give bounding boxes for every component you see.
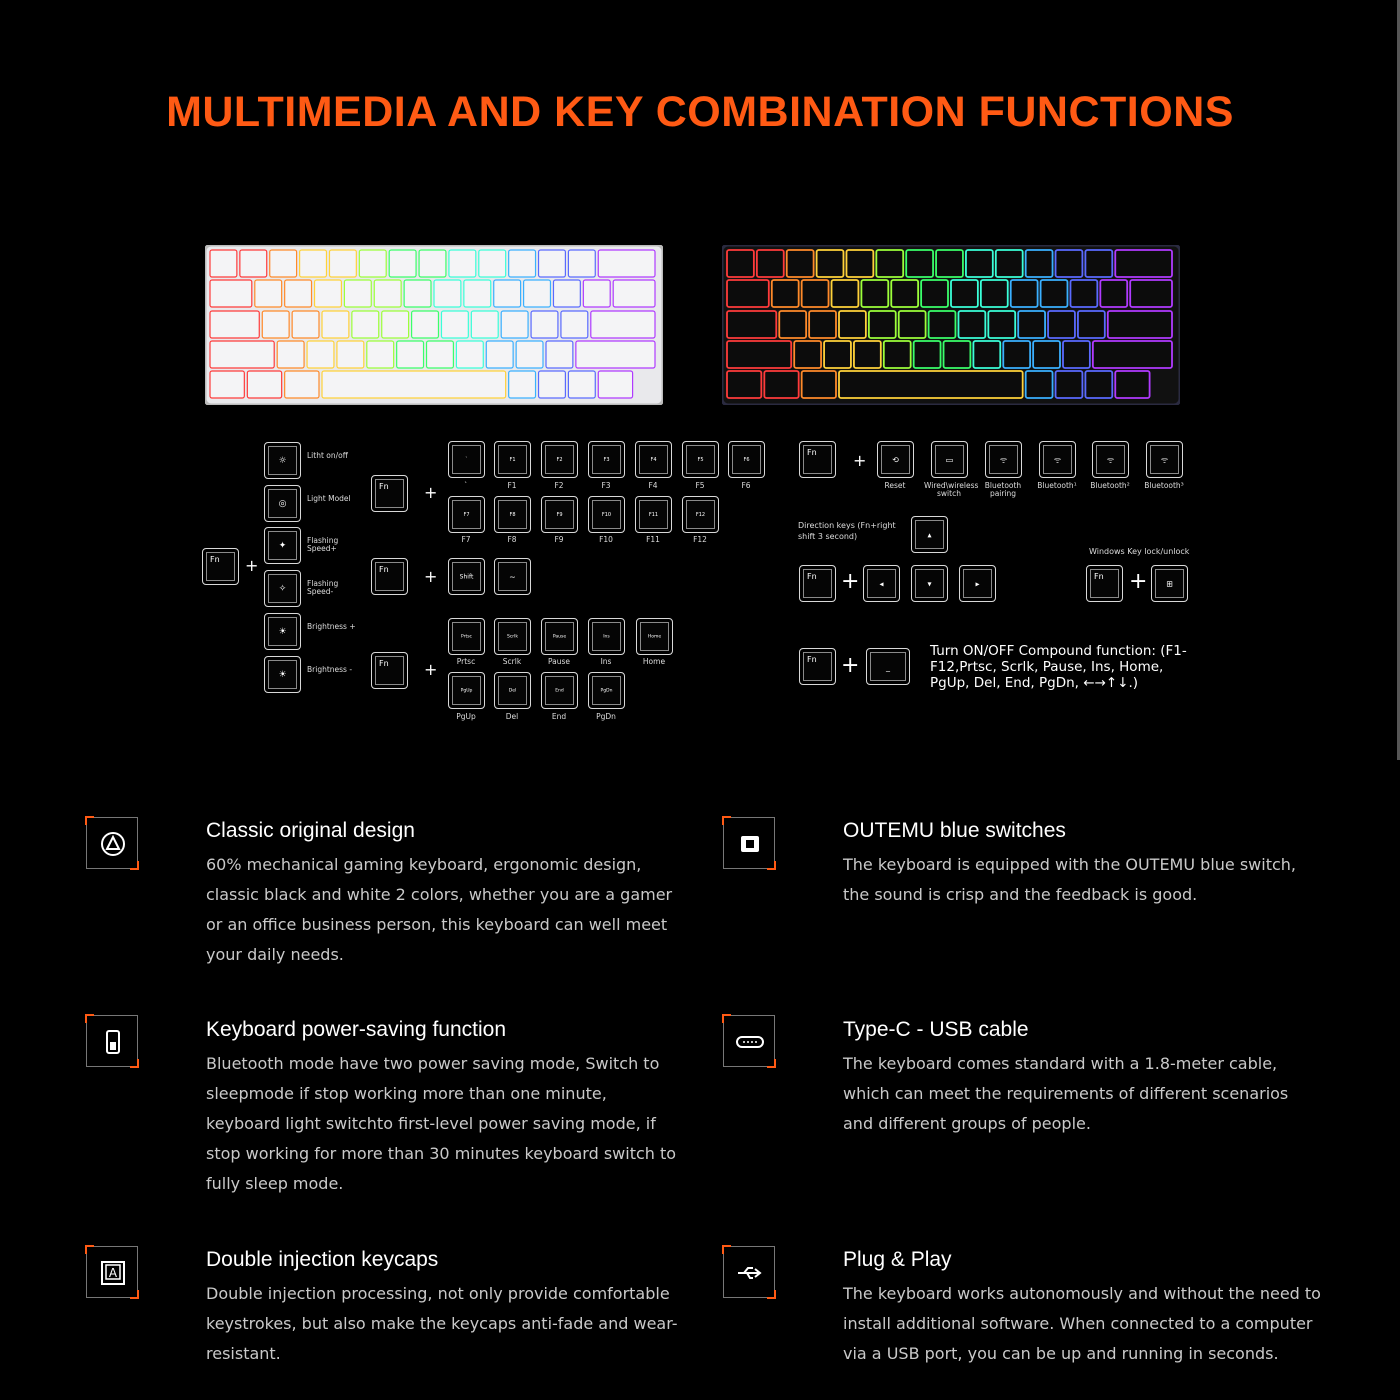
plus-sign: +	[1129, 569, 1148, 594]
nav-key: PgUp	[448, 672, 485, 709]
nav-key: Prtsc	[448, 618, 485, 655]
bluetooth-key: ᯤ	[1092, 441, 1129, 478]
classic-design-icon	[86, 817, 138, 869]
plus-sign: +	[841, 653, 860, 678]
lighting-key: ✦	[264, 527, 301, 564]
nav-key-caption: PgUp	[456, 712, 476, 721]
feature-title: OUTEMU blue switches	[843, 819, 1066, 842]
fn-key-bt: Fn	[799, 441, 836, 478]
fn-key-nav: Fn	[371, 652, 408, 689]
fn-key-fkeys: Fn	[371, 475, 408, 512]
lighting-label: Brightness -	[307, 665, 353, 674]
feature-description: The keyboard comes standard with a 1.8-meter cable, which can meet the requirements of different scenarios and different groups of people.	[843, 1054, 1289, 1133]
nav-key: Home	[636, 618, 673, 655]
tilde-key: ~	[494, 558, 531, 595]
f-key-caption: F8	[507, 535, 517, 544]
f-key-caption: F9	[554, 535, 564, 544]
bluetooth-key: ⟲	[877, 441, 914, 478]
nav-key-caption: Del	[505, 712, 519, 721]
lighting-label: Litht on/off	[307, 451, 348, 460]
nav-key: Pause	[541, 618, 578, 655]
fn-key-shift: Fn	[371, 558, 408, 595]
feature-description: 60% mechanical gaming keyboard, ergonomic design, classic black and white 2 colors, whether you are a gamer or an office business person, this keyboard can well meet your daily needs.	[206, 855, 673, 964]
f-key-caption: F10	[599, 535, 613, 544]
f-key-caption: F12	[693, 535, 707, 544]
f-key: F11	[635, 496, 672, 533]
type-c-icon	[723, 1015, 775, 1067]
f-key: F12	[682, 496, 719, 533]
nav-key: End	[541, 672, 578, 709]
bluetooth-key-caption: Bluetooth¹	[1037, 481, 1077, 490]
white-keyboard-image	[205, 245, 663, 405]
nav-key-caption: Scrlk	[502, 657, 522, 666]
f-key: F7	[448, 496, 485, 533]
f-key: F6	[728, 441, 765, 478]
page-title: MULTIMEDIA AND KEY COMBINATION FUNCTIONS	[166, 88, 1234, 136]
lighting-key: ☀	[264, 656, 301, 693]
switch-icon	[723, 817, 775, 869]
feature-description: The keyboard is equipped with the OUTEMU blue switch, the sound is crisp and the feedback is good.	[843, 855, 1296, 904]
lighting-key: ◎	[264, 485, 301, 522]
arrow-down-key: ▾	[911, 565, 948, 602]
lighting-key: ☼	[264, 442, 301, 479]
bluetooth-key: ᯤ	[1039, 441, 1076, 478]
f-key-caption: F7	[461, 535, 471, 544]
feature-title: Plug & Play	[843, 1248, 952, 1271]
nav-key-caption: Pause	[547, 657, 571, 666]
black-keyboard-image	[722, 245, 1180, 405]
compound-function-text: Turn ON/OFF Compound function: (F1-F12,Prtsc, Scrlk, Pause, Ins, Home, PgUp, Del, End, PgDn, ←→↑↓.)	[930, 643, 1187, 691]
feature-title: Keyboard power-saving function	[206, 1018, 507, 1041]
windows-lock-note: Windows Key lock/unlock	[1089, 547, 1190, 556]
bluetooth-key: ᯤ	[985, 441, 1022, 478]
usb-icon	[723, 1246, 775, 1298]
lighting-key: ✧	[264, 570, 301, 607]
lighting-key: ☀	[264, 613, 301, 650]
f-key: F5	[682, 441, 719, 478]
svg-text:A: A	[108, 1266, 118, 1280]
f-key-caption: F4	[648, 481, 658, 490]
battery-icon	[86, 1015, 138, 1067]
fn-key-light: Fn	[202, 548, 239, 585]
nav-key-caption: End	[551, 712, 567, 721]
nav-key-caption: Ins	[600, 657, 612, 666]
f-key: F3	[588, 441, 625, 478]
f-key: F9	[541, 496, 578, 533]
arrow-right-key: ▸	[959, 565, 996, 602]
bluetooth-key-caption: Bluetooth pairing	[984, 481, 1022, 498]
nav-key-caption: Home	[642, 657, 666, 666]
lighting-label: Brightness +	[307, 622, 356, 631]
f-key: F2	[541, 441, 578, 478]
fn-key-arrows: Fn	[799, 565, 836, 602]
plus-sign: +	[424, 567, 438, 586]
nav-key-caption: PgDn	[596, 712, 616, 721]
f-key: F10	[588, 496, 625, 533]
nav-key: Scrlk	[494, 618, 531, 655]
plus-sign: +	[424, 660, 438, 679]
bluetooth-key: ᯤ	[1146, 441, 1183, 478]
f-key-caption: F3	[601, 481, 611, 490]
f-key-caption: F5	[695, 481, 705, 490]
nav-key: PgDn	[588, 672, 625, 709]
feature-title: Double injection keycaps	[206, 1248, 439, 1271]
f-key: `	[448, 441, 485, 478]
bluetooth-key-caption: Bluetooth³	[1144, 481, 1184, 490]
plus-sign: +	[424, 483, 438, 502]
lighting-label: Light Model	[307, 494, 351, 503]
fn-key-win: Fn	[1086, 565, 1123, 602]
bluetooth-key: ▭	[931, 441, 968, 478]
direction-keys-note: Direction keys (Fn+right shift 3 second)	[798, 521, 896, 541]
f-key: F8	[494, 496, 531, 533]
bluetooth-key-caption: Wired\wireless switch	[924, 481, 979, 498]
plus-sign: +	[841, 569, 860, 594]
feature-description: Bluetooth mode have two power saving mode, Switch to sleepmode if stop working more than one minute, keyboard light switchto first-level power saving mode, if stop working for more than 30 minutes keyboard switch to fully sleep mode.	[206, 1054, 677, 1193]
f-key-caption: F2	[554, 481, 564, 490]
feature-title: Classic original design	[206, 819, 415, 842]
plus-sign: +	[853, 451, 867, 470]
bluetooth-key-caption: Bluetooth²	[1090, 481, 1130, 490]
f-key-caption: F11	[646, 535, 660, 544]
f-key-caption: F1	[507, 481, 517, 490]
feature-description: Double injection processing, not only provide comfortable keystrokes, but also make the keycaps anti-fade and wear-resistant.	[206, 1284, 678, 1363]
feature-title: Type-C - USB cable	[843, 1018, 1029, 1041]
arrow-up-key: ▴	[911, 516, 948, 553]
shift-key: Shift	[448, 558, 485, 595]
space-key: _	[866, 648, 910, 685]
lighting-label: Flashing Speed+	[307, 536, 339, 553]
plus-sign: +	[245, 556, 259, 575]
fn-key-compound: Fn	[799, 648, 836, 685]
f-key: F4	[635, 441, 672, 478]
keycap-icon	[86, 1246, 138, 1298]
arrow-left-key: ◂	[863, 565, 900, 602]
nav-key: Del	[494, 672, 531, 709]
nav-key-caption: Prtsc	[456, 657, 476, 666]
feature-description: The keyboard works autonomously and without the need to install additional software. When connected to a computer via a USB port, you can be up and running in seconds.	[843, 1284, 1321, 1363]
f-key-caption: F6	[741, 481, 751, 490]
windows-key: ⊞	[1151, 565, 1188, 602]
lighting-label: Flashing Speed-	[307, 579, 339, 596]
bluetooth-key-caption: Reset	[884, 481, 906, 490]
f-key: F1	[494, 441, 531, 478]
nav-key: Ins	[588, 618, 625, 655]
f-key-caption: `	[464, 481, 468, 490]
